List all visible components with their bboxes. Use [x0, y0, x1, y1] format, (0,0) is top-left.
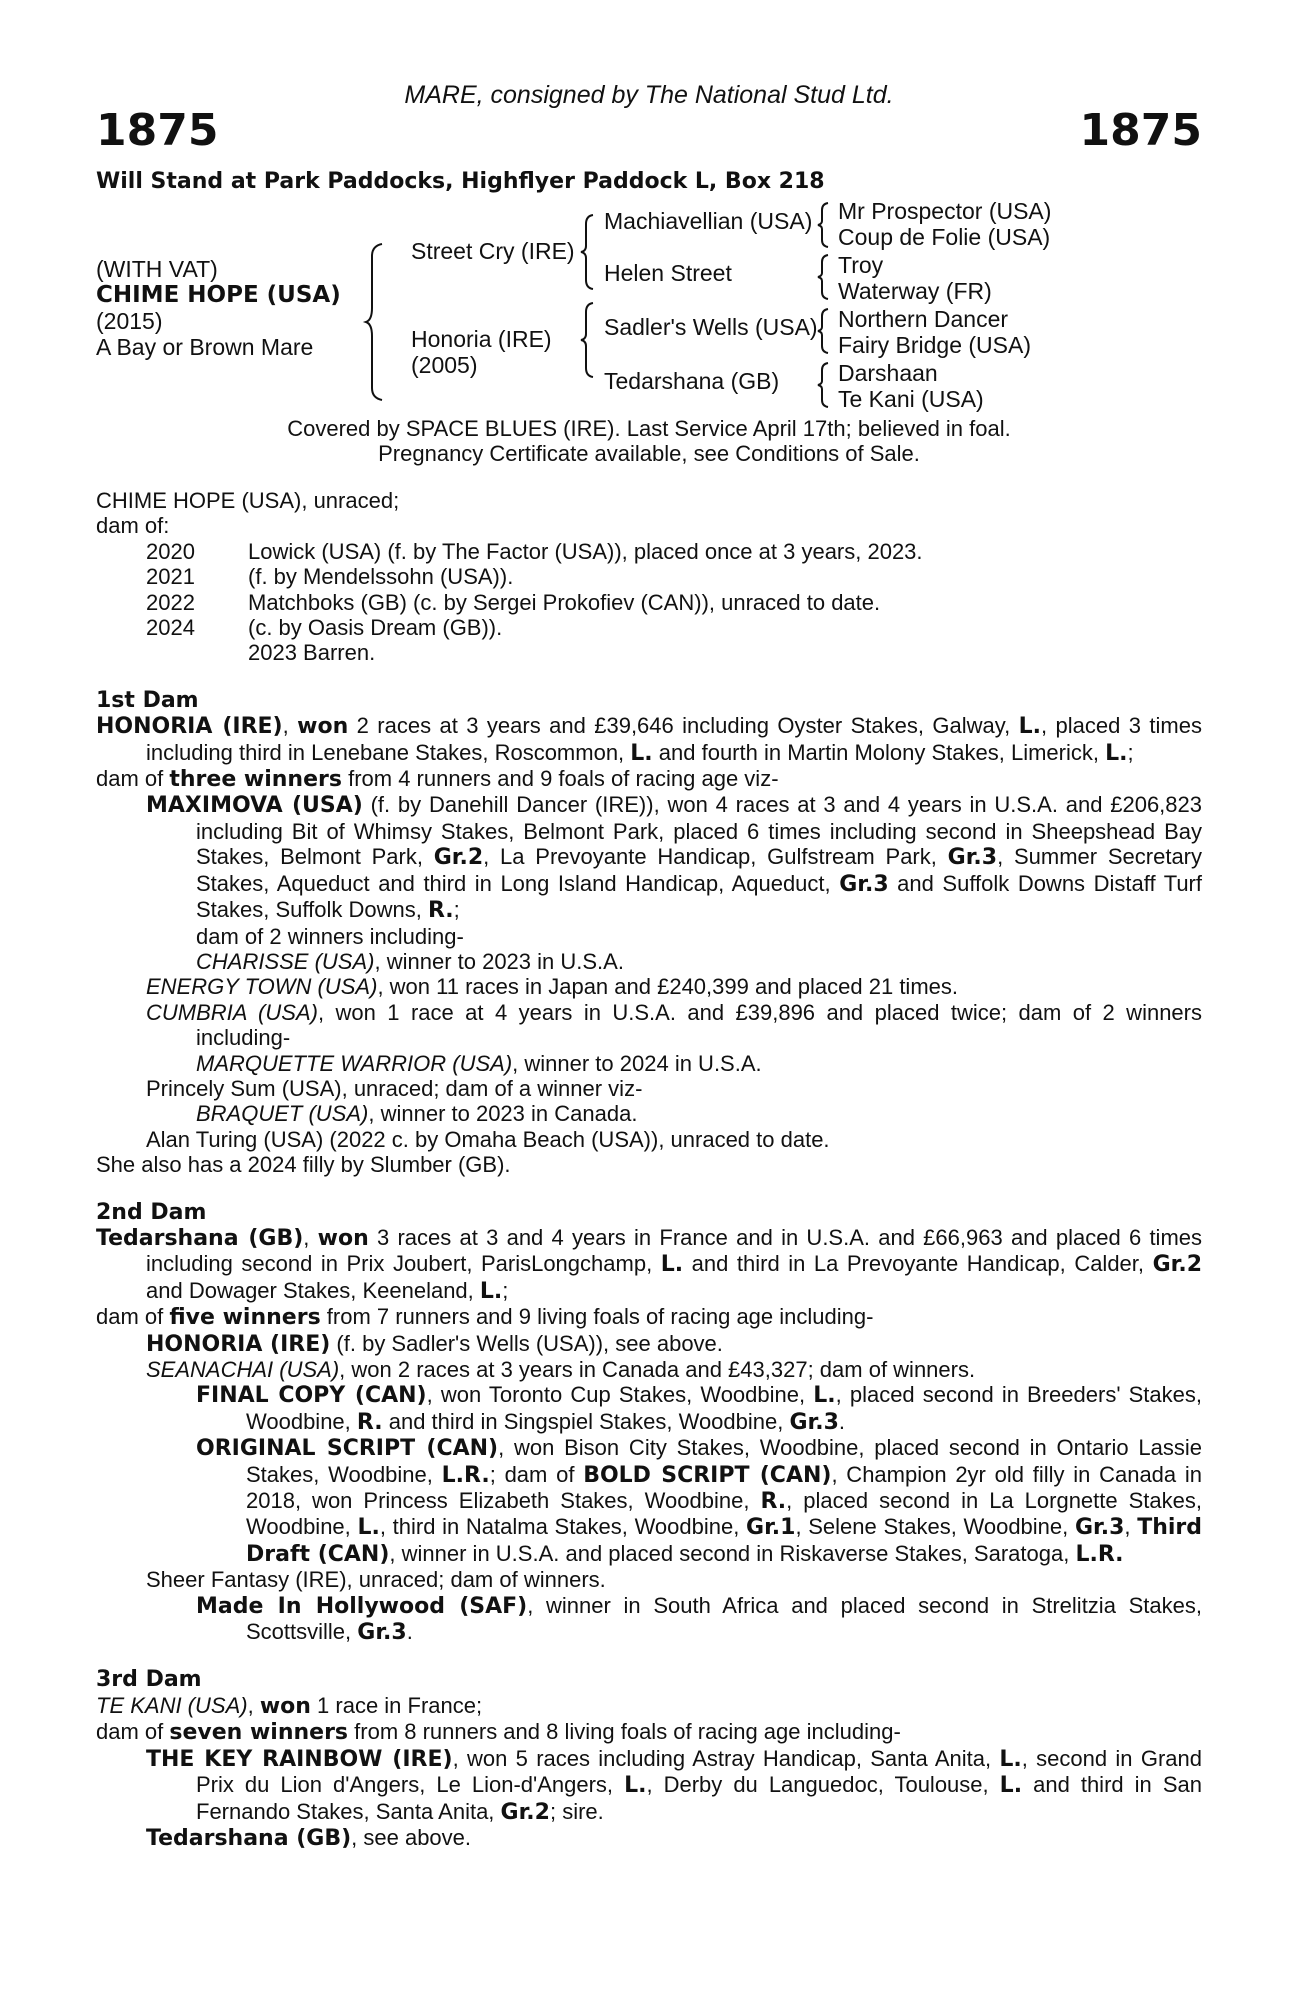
- listed-label: L.: [1105, 740, 1128, 766]
- text: , third in Natalma Stakes, Woodbine,: [379, 1514, 747, 1540]
- foal-year: 2024: [146, 615, 195, 641]
- text: , Summer Secretary Stakes, Aqueduct and third in Long Island Handicap, Aqueduct,: [196, 844, 1203, 896]
- third-dam-produce: [96, 1719, 1202, 1745]
- listed-label: L.: [999, 1773, 1023, 1799]
- lot-number-row: [96, 105, 1202, 160]
- horse-name: Third Draft (CAN): [246, 1515, 1202, 1567]
- listed-label: L.: [813, 1383, 836, 1409]
- honoria-record: [96, 1331, 1202, 1357]
- third-dam-section: [96, 1667, 1202, 1851]
- listed-restricted-label: L.R.: [441, 1462, 490, 1488]
- dam-dam: Tedarshana (GB): [604, 368, 780, 394]
- text: from 8 runners and 8 living foals of racing age including-: [348, 1719, 901, 1745]
- text: , winner in South Africa and placed second in Strelitzia Stakes, Scottsville,: [246, 1592, 1202, 1645]
- pedigree-table: [96, 198, 1202, 412]
- ped-g5: Northern Dancer: [838, 306, 1009, 332]
- barren-note: 2023 Barren.: [248, 640, 376, 666]
- text: from 4 runners and 9 foals of racing age viz-: [341, 766, 779, 792]
- alan-turing-record: Alan Turing (USA) (2022 c. by Omaha Beach (USA)), unraced to date.: [146, 1126, 830, 1152]
- ped-g2: Coup de Folie (USA): [838, 224, 1051, 250]
- covering-line-1: Covered by SPACE BLUES (IRE). Last Service April 17th; believed in foal.: [287, 416, 1011, 441]
- text: and third in La Prevoyante Handicap, Calder,: [683, 1251, 1153, 1277]
- tedarshana-record: [96, 1825, 1202, 1851]
- horse-year: (2015): [96, 308, 163, 334]
- dam-name: HONORIA (IRE): [96, 714, 283, 740]
- dam-year: (2005): [411, 352, 478, 378]
- sire-dam: Helen Street: [604, 260, 732, 286]
- text: ;: [502, 1277, 509, 1303]
- listed-label: L.: [479, 1278, 503, 1304]
- foal-row: [96, 615, 1202, 640]
- text: , won Bison City Stakes, Woodbine, placed second in Ontario Lassie Stakes, Woodbine,: [246, 1435, 1202, 1487]
- original-script-record: ORIGINAL SCRIPT (CAN), won Bison City Stakes, Woodbine, placed second in Ontario Lassie Stakes, Woodbine, L.R.; dam of BOLD SCRIPT (CAN), Champion 2yr old filly in Canada in 2018, won Princess Elizabeth Stakes, Woodbine, R., placed second in La Lorgnette Stakes, Woodbine, L., third in Natalma Stakes, Woodbine, Gr.1, Selene Stakes, Woodbine, Gr.3, Third Draft (CAN), winner in U.S.A. and placed second in Riskaverse Stakes, Saratoga, L.R.: [196, 1435, 1203, 1567]
- listed-label: L.: [999, 1746, 1022, 1772]
- text: , Selene Stakes, Woodbine,: [795, 1514, 1075, 1540]
- restricted-label: R.: [760, 1489, 787, 1515]
- listed-label: L.: [357, 1515, 380, 1541]
- text: and third in San Fernando Stakes, Santa Anita,: [196, 1772, 1202, 1824]
- text: dam of: [96, 1304, 170, 1330]
- horse-name: ENERGY TOWN (USA): [146, 974, 378, 1000]
- text: 2 races at 3 years and £39,646 including Oyster Stakes, Galway,: [348, 713, 1019, 739]
- dam-name: Honoria (IRE): [411, 326, 552, 352]
- charisse-record: [96, 949, 1202, 974]
- group-label: Gr.3: [789, 1409, 839, 1435]
- foal-text: Matchboks (GB) (c. by Sergei Prokofiev (CAN)), unraced to date.: [248, 589, 881, 615]
- text: ;: [1127, 739, 1134, 765]
- text: from 7 runners and 9 living foals of racing age including-: [320, 1304, 874, 1330]
- text: ; sire.: [549, 1798, 604, 1824]
- made-in-hollywood-record: Made In Hollywood (SAF), winner in South Africa and placed second in Strelitzia Stakes, Scottsville, Gr.3.: [196, 1592, 1202, 1646]
- stand-location: Will Stand at Park Paddocks, Highflyer Paddock L, Box 218: [96, 169, 825, 194]
- group-label: Gr.1: [746, 1515, 796, 1541]
- first-dam-heading: 1st Dam: [96, 687, 199, 713]
- text: , second in Grand Prix du Lion d'Angers, Le Lion-d'Angers,: [196, 1745, 1202, 1798]
- produce-record: [96, 488, 1202, 666]
- consignor-line: MARE, consigned by The National Stud Ltd.: [404, 81, 894, 109]
- text: , La Prevoyante Handicap, Gulfstream Park,: [483, 844, 948, 870]
- dam-name: Tedarshana (GB): [96, 1225, 304, 1251]
- text: , Champion 2yr old filly in Canada in 2018, won Princess Elizabeth Stakes, Woodbine,: [246, 1461, 1203, 1514]
- text: , won 1 race at 4 years in U.S.A. and £39,896 and placed twice; dam of 2 winners including-: [196, 999, 1202, 1051]
- princely-sum-record: Princely Sum (USA), unraced; dam of a winner viz-: [146, 1075, 643, 1101]
- sire-sire: Machiavellian (USA): [604, 208, 813, 234]
- foal-year: 2021: [146, 564, 195, 590]
- text: , placed second in La Lorgnette Stakes, Woodbine,: [246, 1488, 1202, 1540]
- horse-name: MARQUETTE WARRIOR (USA): [196, 1050, 513, 1076]
- bracket-dam: [581, 302, 597, 378]
- text: , won Toronto Cup Stakes, Woodbine,: [426, 1382, 814, 1408]
- horse-name: MAXIMOVA (USA): [146, 793, 363, 819]
- listed-label: L.: [1018, 714, 1042, 740]
- text: ; dam of: [489, 1461, 584, 1487]
- energy-town-record: [96, 974, 1202, 999]
- cumbria-record: [96, 1000, 1202, 1051]
- horse-name: Tedarshana (GB): [146, 1825, 352, 1851]
- text: and fourth in Martin Molony Stakes, Limerick,: [652, 739, 1106, 765]
- text: , winner to 2024 in U.S.A.: [512, 1050, 762, 1076]
- catalogue-page: [96, 80, 1202, 1851]
- second-dam-section: [96, 1200, 1202, 1646]
- dam-name: TE KANI (USA): [96, 1692, 248, 1718]
- ped-g4: Waterway (FR): [838, 278, 992, 304]
- winners-count: five winners: [169, 1305, 321, 1331]
- won-label: won: [317, 1225, 369, 1251]
- horse-name: THE KEY RAINBOW (IRE): [146, 1746, 453, 1772]
- maximova-produce: dam of 2 winners including-: [196, 923, 464, 949]
- covering-note: [96, 416, 1202, 466]
- group-label: Gr.2: [500, 1799, 550, 1825]
- bracket-g2: [818, 254, 832, 300]
- foal-text: (f. by Mendelssohn (USA)).: [248, 564, 514, 590]
- text: , winner in U.S.A. and placed second in Riskaverse Stakes, Saratoga,: [389, 1540, 1076, 1566]
- restricted-label: R.: [427, 898, 454, 924]
- horse-name: ORIGINAL SCRIPT (CAN): [196, 1436, 499, 1462]
- lot-number-left: 1875: [96, 105, 219, 156]
- ped-g7: Darshaan: [838, 360, 938, 386]
- also-has-note: She also has a 2024 filly by Slumber (GB).: [96, 1152, 511, 1178]
- listed-label: L.: [624, 1773, 647, 1799]
- text: dam of: [96, 1719, 170, 1745]
- first-dam-section: [96, 688, 1202, 1178]
- group-label: Gr.3: [839, 871, 889, 897]
- horse-name: CUMBRIA (USA): [146, 999, 318, 1025]
- text: 1 race in France;: [310, 1692, 483, 1718]
- foal-text: Lowick (USA) (f. by The Factor (USA)), placed once at 3 years, 2023.: [248, 538, 923, 564]
- listed-label: L.: [660, 1252, 684, 1278]
- foal-row: [96, 590, 1202, 615]
- won-label: won: [259, 1693, 311, 1719]
- horse-name: SEANACHAI (USA): [146, 1357, 340, 1382]
- text: , won 11 races in Japan and £240,399 and placed 21 times.: [377, 974, 958, 1000]
- foal-year: 2022: [146, 589, 195, 615]
- bracket-g4: [818, 362, 832, 408]
- group-label: Gr.3: [947, 845, 998, 871]
- seanachai-record: [96, 1357, 1202, 1382]
- sheer-fantasy-record: Sheer Fantasy (IRE), unraced; dam of winners.: [146, 1567, 606, 1593]
- lot-number-right: 1875: [1079, 105, 1202, 156]
- covering-line-2: Pregnancy Certificate available, see Conditions of Sale.: [378, 441, 920, 466]
- text: dam of: [96, 766, 170, 792]
- text: (f. by Danehill Dancer (IRE)), won 4 races at 3 and 4 years in U.S.A. and £206,823 including Bit of Whimsy Stakes, Belmont Park, placed 6 times including second in Sheepshead Bay Stakes, Belmont Park,: [196, 792, 1202, 870]
- ped-g3: Troy: [838, 252, 884, 278]
- text: 3 races at 3 and 4 years in France and in U.S.A. and £66,963 and placed 6 times including second in Prix Joubert, ParisLongchamp,: [146, 1224, 1203, 1277]
- ped-g6: Fairy Bridge (USA): [838, 332, 1031, 358]
- text: ;: [453, 897, 460, 923]
- group-label: Gr.2: [1152, 1252, 1202, 1278]
- won-label: won: [297, 714, 349, 740]
- winners-count: seven winners: [169, 1720, 349, 1746]
- horse-name: FINAL COPY (CAN): [196, 1383, 427, 1409]
- text: and Suffolk Downs Distaff Turf Stakes, Suffolk Downs,: [196, 870, 1202, 923]
- horse-name: CHIME HOPE (USA): [96, 282, 341, 308]
- group-label: Gr.2: [433, 845, 484, 871]
- third-dam-record: TE KANI (USA), won 1 race in France;: [96, 1692, 483, 1719]
- winners-count: three winners: [169, 767, 342, 793]
- final-copy-record: FINAL COPY (CAN), won Toronto Cup Stakes, Woodbine, L., placed second in Breeders' Stakes, Woodbine, R. and third in Singspiel Stakes, Woodbine, Gr.3.: [196, 1382, 1203, 1435]
- text: , winner to 2023 in U.S.A.: [374, 948, 624, 974]
- foal-row: [96, 564, 1202, 589]
- first-dam-record: HONORIA (IRE), won 2 races at 3 years and £39,646 including Oyster Stakes, Galway, L., placed 3 times including third in Lenebane Stakes, Roscommon, L. and fourth in Martin Molony Stakes, Limerick, L.;: [96, 713, 1202, 766]
- foal-text: (c. by Oasis Dream (GB)).: [248, 615, 503, 641]
- first-dam-produce: [96, 766, 1202, 792]
- group-label: Gr.3: [1074, 1515, 1125, 1541]
- text: , won 2 races at 3 years in Canada and £43,327; dam of winners.: [339, 1357, 976, 1382]
- horse-name: HONORIA (IRE): [146, 1331, 331, 1357]
- braquet-record: [96, 1101, 1202, 1126]
- foal-year: 2020: [146, 538, 195, 564]
- ped-g8: Te Kani (USA): [838, 386, 984, 412]
- horse-name: BOLD SCRIPT (CAN): [583, 1462, 832, 1488]
- produce-intro: CHIME HOPE (USA), unraced;: [96, 488, 400, 513]
- listed-restricted-label: L.R.: [1075, 1541, 1124, 1567]
- third-dam-heading: 3rd Dam: [96, 1667, 202, 1693]
- dam-sire: Sadler's Wells (USA): [604, 314, 818, 340]
- bracket-main: [366, 242, 386, 402]
- horse-name: Made In Hollywood (SAF): [196, 1593, 528, 1619]
- horse-name: CHARISSE (USA): [196, 948, 375, 974]
- text: and third in Singspiel Stakes, Woodbine,: [382, 1408, 790, 1434]
- text: , placed 3 times including third in Lenebane Stakes, Roscommon,: [146, 713, 1202, 765]
- listed-label: L.: [630, 740, 653, 766]
- restricted-label: R.: [356, 1409, 383, 1435]
- foal-row: [96, 539, 1202, 564]
- second-dam-record: Tedarshana (GB), won 3 races at 3 and 4 years in France and in U.S.A. and £66,963 and placed 6 times including second in Prix Joubert, ParisLongchamp, L. and third in La Prevoyante Handicap, Calder, Gr.2 and Dowager Stakes, Keeneland, L.;: [96, 1224, 1203, 1304]
- horse-description: A Bay or Brown Mare: [96, 334, 314, 360]
- produce-damof: dam of:: [96, 513, 170, 539]
- key-rainbow-record: [96, 1746, 1202, 1825]
- text: and Dowager Stakes, Keeneland,: [146, 1277, 480, 1303]
- text: , see above.: [351, 1824, 472, 1850]
- bracket-g1: [818, 202, 832, 248]
- bracket-sire: [581, 214, 597, 290]
- text: , Derby du Languedoc, Toulouse,: [646, 1772, 1000, 1798]
- marquette-record: [96, 1051, 1202, 1076]
- second-dam-produce: [96, 1304, 1202, 1330]
- group-label: Gr.3: [357, 1620, 407, 1646]
- ped-g1: Mr Prospector (USA): [838, 198, 1052, 224]
- horse-name: BRAQUET (USA): [196, 1101, 369, 1127]
- bracket-g3: [818, 308, 832, 354]
- vat-note: (WITH VAT): [96, 256, 218, 282]
- sire-name: Street Cry (IRE): [411, 238, 575, 264]
- text: , placed second in Breeders' Stakes, Woodbine,: [246, 1382, 1203, 1434]
- second-dam-heading: 2nd Dam: [96, 1199, 207, 1225]
- text: (f. by Sadler's Wells (USA)), see above.: [330, 1330, 723, 1356]
- text: , winner to 2023 in Canada.: [368, 1101, 638, 1127]
- text: , won 5 races including Astray Handicap, Santa Anita,: [452, 1745, 1000, 1771]
- maximova-record: [96, 792, 1202, 923]
